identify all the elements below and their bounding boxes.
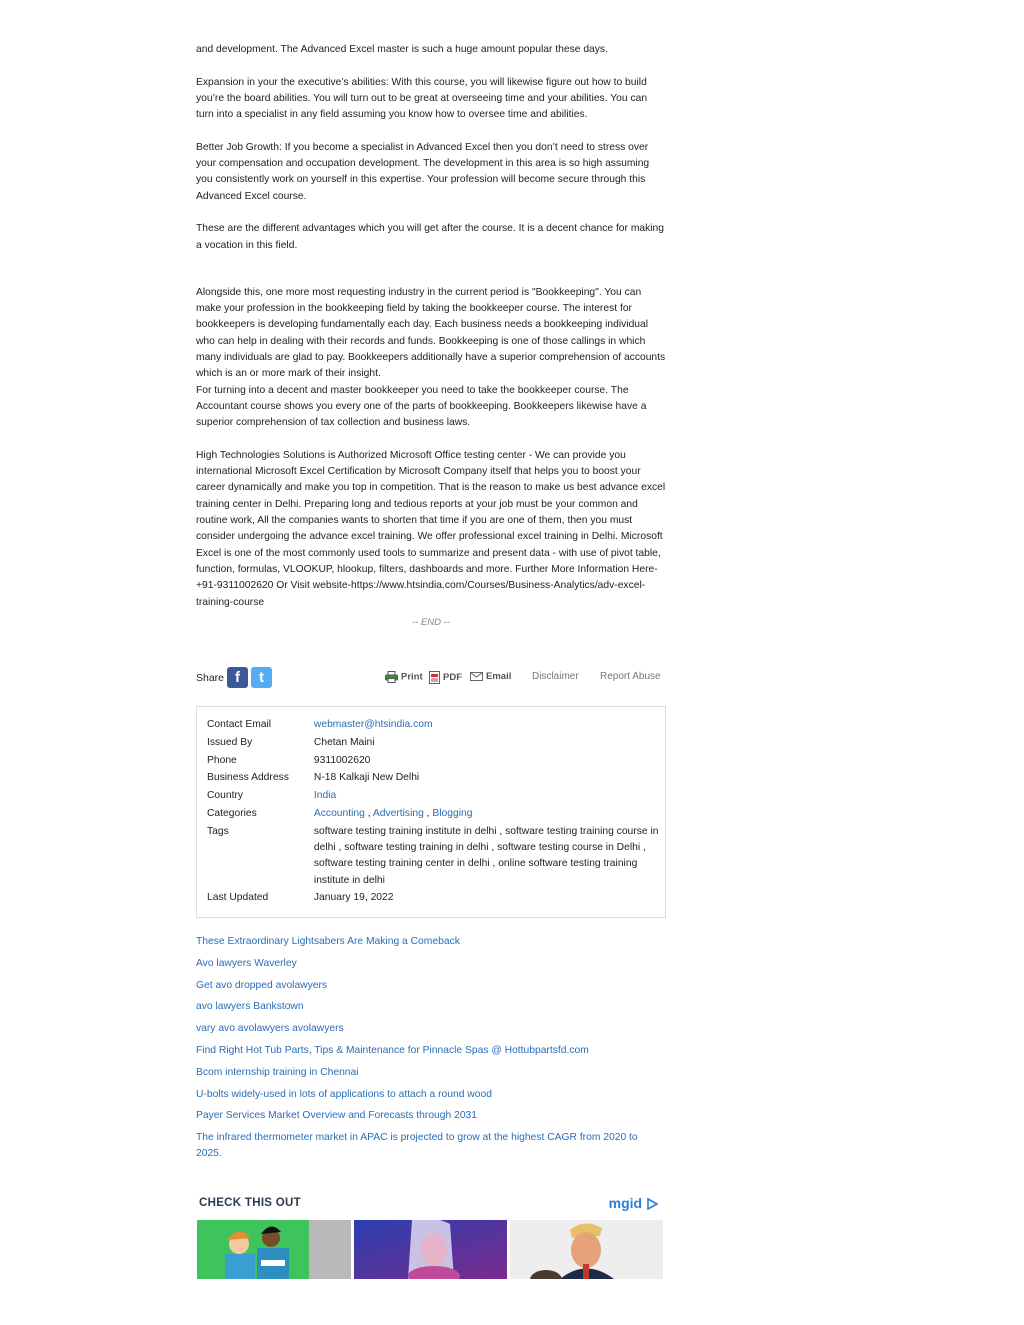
widget-thumbnail-cartoon[interactable]: [197, 1220, 351, 1279]
article-paragraph: These are the different advantages which you will get after the course. It is a decent chance for making a vocation in this field.: [196, 223, 665, 251]
mgid-logo-text: mgid: [608, 1195, 643, 1211]
phone-value: 9311002620: [313, 754, 371, 766]
report-abuse-link[interactable]: Report Abuse: [600, 671, 661, 682]
email-button[interactable]: [470, 671, 511, 682]
end-marker: -- END --: [412, 616, 450, 628]
widget-thumbnail-portrait[interactable]: [354, 1220, 507, 1279]
related-link[interactable]: U-bolts widely-used in lots of applications to attach a round wood: [196, 1088, 492, 1100]
related-link[interactable]: vary avo avolawyers avolawyers: [196, 1023, 344, 1035]
facebook-icon[interactable]: f: [227, 667, 248, 688]
tags-label: Tags: [207, 825, 229, 837]
contact-email-label: Contact Email: [207, 719, 272, 730]
country-link[interactable]: India: [313, 790, 337, 802]
category-link[interactable]: Advertising: [372, 807, 424, 819]
address-label: Business Address: [207, 772, 289, 784]
related-link[interactable]: Avo lawyers Waverley: [196, 957, 297, 969]
article-paragraph: Alongside this, one more most requesting industry in the current period is "Bookkeeping". You can make your profession in the bookkeeping field by taking the bookkeeper course. The interest for bookkeepers is developing fundamentally each day. Each business needs a bookkeeping individual who can help in dealing with their records and funds. Bookkeeping is one of those callings in which many individuals are glad to pay. Bookkeepers additionally have a superior comprehension of accounts which is an or more mark of their insight.: [196, 286, 666, 380]
country-label: Country: [207, 790, 244, 802]
share-label: Share: [196, 672, 225, 684]
related-link[interactable]: Find Right Hot Tub Parts, Tips & Maintenance for Pinnacle Spas @ Hottubpartsfd.com: [196, 1044, 589, 1056]
issued-by-label: Issued By: [207, 736, 253, 748]
related-link[interactable]: These Extraordinary Lightsabers Are Making a Comeback: [196, 936, 460, 947]
contact-email-link[interactable]: webmaster@htsindia.com: [313, 719, 433, 730]
portrait-image: [354, 1220, 507, 1279]
related-link[interactable]: Get avo dropped avolawyers: [196, 979, 328, 991]
category-link[interactable]: Blogging: [432, 807, 473, 819]
share-bar: [196, 666, 666, 690]
printer-icon: [385, 671, 398, 683]
envelope-icon: [470, 672, 483, 681]
adchoices-icon: [646, 1198, 658, 1210]
related-link[interactable]: The infrared thermometer market in APAC is projected to grow at the highest CAGR from 2020 to 2025.: [196, 1132, 638, 1160]
print-button[interactable]: [385, 671, 423, 683]
pdf-label: PDF: [443, 672, 462, 684]
pdf-icon: [429, 671, 440, 684]
categories-label: Categories: [207, 807, 257, 819]
article-paragraph: High Technologies Solutions is Authorized Microsoft Office testing center - We can provide you international Microsoft Excel Certification by Microsoft Company itself that helps you to boost your career dynamically and make you top in competition. That is the reason to make us best advance excel training center in Delhi. Preparing long and tedious reports at your job must be your common and routine work, All the companies wants to shorten that time if you are one of them, then you must consider undergoing the advance excel training. We offer professional excel training in Delhi. Microsoft Excel is one of the most commonly used tools to summarize and present data - with use of pivot table, function, formulas, VLOOKUP, hlookup, filters, dashboards and more. Further More Information Here-+91-9311002620 Or Visit website-https://www.htsindia.com/Courses/Business-Analytics/adv-excel-training-course: [196, 449, 666, 608]
article-paragraph: and development. The Advanced Excel master is such a huge amount popular these days.: [196, 44, 608, 55]
last-updated-label: Last Updated: [207, 892, 269, 904]
pdf-button[interactable]: [429, 671, 462, 684]
widget-title: CHECK THIS OUT: [199, 1197, 301, 1209]
article-paragraph: For turning into a decent and master bookkeeper you need to take the bookkeeper course. The Accountant course shows you every one of the parts of bookkeeping. Bookkeepers likewise have a superior comprehension of tax collection and business laws.: [196, 384, 647, 429]
widget-thumbnail-news[interactable]: [510, 1220, 663, 1279]
print-label: Print: [401, 671, 423, 683]
disclaimer-link[interactable]: Disclaimer: [532, 671, 579, 682]
phone-label: Phone: [207, 754, 237, 766]
related-link[interactable]: Bcom internship training in Chennai: [196, 1066, 359, 1078]
twitter-icon[interactable]: t: [251, 667, 272, 688]
last-updated-value: January 19, 2022: [313, 892, 394, 904]
press-release-info-box: Contact Email webmaster@htsindia.com Issued By Chetan Maini Phone 9311002620 Business Address N-18 Kalkaji New Delhi Country India Categories Accounting , Advertising , Blogging Tags software testing training institute in delhi , software testing training course in delhi , software testing training in delhi , software testing course in Delhi , software testing training center in delhi , online software testing training institute in delhi Last Updated January 19, 2022: [196, 706, 666, 918]
article-body: [196, 42, 666, 628]
related-link[interactable]: avo lawyers Bankstown: [196, 1001, 304, 1013]
address-value: N-18 Kalkaji New Delhi: [313, 772, 420, 784]
category-link[interactable]: Accounting: [313, 807, 365, 819]
related-link[interactable]: Payer Services Market Overview and Forecasts through 2031: [196, 1110, 478, 1122]
mgid-logo[interactable]: [609, 1195, 658, 1211]
related-links-list: [196, 934, 666, 1168]
cartoon-image: [197, 1220, 351, 1279]
tags-value: software testing training institute in delhi , software testing training course in delhi , software testing training in delhi , software testing course in Delhi , software testing training center in delhi , online software testing training institute in delhi: [313, 825, 659, 886]
news-image: [510, 1220, 663, 1279]
email-label: Email: [486, 671, 512, 682]
issued-by-value: Chetan Maini: [313, 736, 375, 748]
article-paragraph: Expansion in your the executive’s abilities: With this course, you will likewise figure out how to build you’re the board abilities. You will turn out to be great at overseeing time and your abilities. You can turn into a specialist in any field assuming you know how to oversee time and abilities.: [196, 76, 648, 121]
article-paragraph: Better Job Growth: If you become a specialist in Advanced Excel then you don’t need to stress over your compensation and occupation development. The development in this area is so high assuming you consistently work on yourself in this expertise. Your profession will become secure through this Advanced Excel course.: [196, 141, 650, 202]
